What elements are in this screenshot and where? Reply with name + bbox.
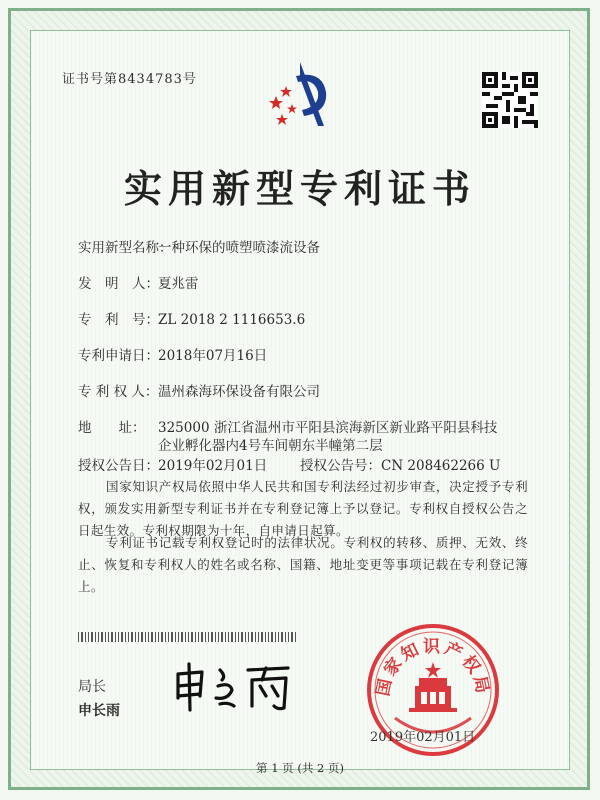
field-value: 一种环保的喷塑喷漆流设备: [158, 240, 320, 256]
field-inventor: [78, 272, 199, 292]
field-patent-number: [78, 308, 305, 328]
field-label: 专利申请日：: [78, 348, 159, 364]
page-number: 第 1 页 (共 2 页): [256, 761, 344, 775]
director-signature: [170, 656, 310, 716]
certificate-number: 证书号第8434783号: [62, 72, 197, 87]
qr-code-icon: [482, 72, 538, 128]
field-label: 专 利 权 人：: [78, 384, 159, 400]
bureau-director-title: 局长: [78, 679, 106, 695]
field-value: 2018年07月16日: [158, 348, 268, 364]
certificate-title: 实用新型专利证书: [123, 166, 476, 211]
field-filing-date: [78, 344, 267, 364]
field-label: 发 明 人：: [78, 276, 159, 292]
field-value: 夏兆雷: [158, 276, 199, 292]
bureau-director-name: 申长雨: [78, 703, 120, 719]
statement-paragraph-2: 专利证书记载专利权登记时的法律状况。专利权的转移、质押、无效、终止、恢复和专利权人的姓名或名称、国籍、地址变更等事项记载在专利登记簿上。: [78, 535, 528, 594]
field-label: 地 址：: [78, 420, 146, 436]
field-utility-model-name: [78, 236, 320, 256]
field-value: 2019年02月01日: [158, 458, 268, 474]
field-label: 授权公告日：: [78, 458, 159, 474]
field-grant-date: [78, 454, 267, 474]
field-label: 专 利 号：: [78, 312, 159, 328]
address-line-2: 企业孵化器内4号车间朝东半幢第二层: [158, 438, 383, 454]
field-value: 325000 浙江省温州市平阳县滨海新区新业路平阳县科技: [158, 420, 498, 436]
field-address: [78, 416, 497, 436]
statement-paragraph-1: 国家知识产权局依照中华人民共和国专利法经过初步审查，决定授予专利权，颁发实用新型专利证书并在专利登记簿上予以登记。专利权自授权公告之日起生效。专利权期限为十年，自申请日起算。: [78, 479, 528, 538]
field-value: ZL 2018 2 1116653.6: [158, 312, 306, 328]
field-value: 温州森海环保设备有限公司: [158, 384, 320, 400]
field-patentee: [78, 380, 320, 400]
field-value: CN 208462266 U: [381, 458, 501, 474]
issue-date: 2019年02月01日: [370, 730, 476, 745]
field-label: 授权公告号：: [300, 458, 381, 474]
field-label: 实用新型名称：: [78, 240, 173, 256]
cnipa-logo-icon: [262, 56, 338, 144]
svg-text:国家知识产权局: 国家知识产权局: [373, 637, 493, 698]
field-grant-number: [300, 454, 500, 474]
barcode-strip: [78, 632, 298, 642]
